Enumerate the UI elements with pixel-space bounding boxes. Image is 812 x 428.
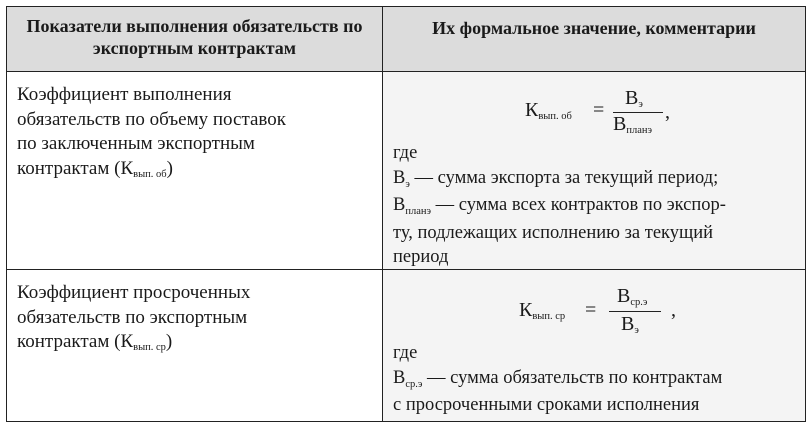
column-divider bbox=[382, 7, 383, 421]
row1-line bbox=[17, 157, 372, 185]
formula-denominator-sub: э bbox=[634, 325, 639, 336]
definition-line bbox=[393, 193, 793, 221]
formula-comma: , bbox=[665, 101, 670, 123]
formula-denominator: В bbox=[613, 113, 627, 135]
definition-line: период bbox=[393, 247, 449, 267]
row1-line: по заключенным экспортным bbox=[17, 133, 255, 154]
indicators-table bbox=[6, 6, 806, 422]
header-right: Их формальное значение, комментарии bbox=[432, 18, 756, 38]
def-var: В bbox=[393, 195, 406, 215]
formula-numerator-sub: э bbox=[638, 99, 643, 110]
fraction-bar bbox=[609, 311, 661, 312]
def-var: В bbox=[393, 367, 406, 388]
formula-numerator: В bbox=[617, 285, 631, 307]
formula-comma: , bbox=[671, 299, 676, 321]
row2-formula bbox=[519, 285, 719, 337]
def-text: — сумма обязательств по контрактам bbox=[422, 367, 723, 388]
def-sub: э bbox=[405, 178, 410, 190]
formula-numerator-sub: ср.э bbox=[630, 297, 648, 308]
row1-line: Коэффициент выполнения bbox=[17, 84, 232, 105]
formula-denominator-sub: планэ bbox=[626, 125, 652, 136]
definition-line: с просроченными сроками исполнения bbox=[393, 395, 700, 415]
def-var: В bbox=[393, 167, 406, 188]
where-label: где bbox=[393, 343, 418, 363]
row2-line: обязательств по экспортным bbox=[17, 306, 248, 328]
row1-line-text: контрактам (К bbox=[17, 157, 134, 179]
row2-indicator bbox=[17, 281, 372, 358]
row1-definitions bbox=[393, 141, 793, 270]
row2-line bbox=[17, 330, 372, 358]
row1-line: обязательств по объему поставок bbox=[17, 108, 286, 130]
formula-k: К bbox=[519, 299, 533, 321]
row1-close-paren: ) bbox=[166, 157, 173, 179]
row2-subscript: вып. ср bbox=[133, 342, 166, 353]
header-left: Показатели выполнения обязательств по экспортным контрактам bbox=[26, 16, 363, 58]
definition-line bbox=[393, 366, 793, 394]
formula-equals: = bbox=[585, 299, 597, 321]
definition-line: ту, подлежащих исполнению за текущий bbox=[393, 222, 714, 243]
where-label: где bbox=[393, 143, 418, 163]
row1-subscript: вып. об bbox=[133, 168, 167, 180]
row1-indicator bbox=[17, 83, 372, 184]
row2-line: Коэффициент просроченных bbox=[17, 282, 251, 303]
formula-numerator: В bbox=[625, 87, 639, 109]
row2-line-text: контрактам (К bbox=[17, 331, 134, 352]
row2-definitions bbox=[393, 341, 793, 418]
def-sub: ср.э bbox=[405, 378, 423, 390]
formula-equals: = bbox=[593, 99, 605, 121]
definition-line bbox=[393, 166, 793, 194]
def-text: — сумма экспорта за текущий период; bbox=[409, 167, 719, 188]
row2-close-paren: ) bbox=[165, 331, 173, 352]
def-sub: планэ bbox=[405, 206, 431, 217]
formula-k-sub: вып. об bbox=[538, 111, 572, 122]
def-text: — сумма всех контрактов по экспор- bbox=[431, 195, 726, 215]
formula-k: К bbox=[525, 99, 539, 121]
row1-formula bbox=[525, 87, 725, 137]
formula-k-sub: вып. ср bbox=[532, 311, 566, 322]
formula-denominator: В bbox=[621, 313, 635, 335]
